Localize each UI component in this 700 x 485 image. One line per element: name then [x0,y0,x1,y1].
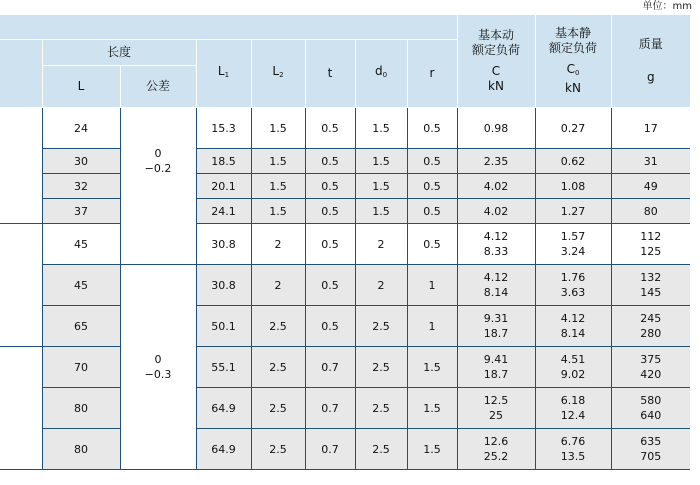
cell-L2: 2.5 [251,347,305,388]
cell-L: 37 [42,199,120,224]
cell-d0: 2.5 [355,347,407,388]
cell-L1: 64.9 [196,388,251,429]
cell-C0: 1.08 [535,174,611,199]
cell-t: 0.7 [305,388,355,429]
cell-d0: 1.5 [355,149,407,174]
cell-L: 32 [42,174,120,199]
cell-L1: 24.1 [196,199,251,224]
cell-r: 0.5 [407,149,457,174]
cell-C0: 6.76 13.5 [535,429,611,470]
header-L1: $L_1$ [196,40,251,108]
cell-L: 24 [42,108,120,149]
header-tolerance: 公差 [120,66,196,108]
cell-g: 112 125 [611,224,690,265]
cell-g: 245 280 [611,306,690,347]
cell-L1: 15.3 [196,108,251,149]
cell-L2: 1.5 [251,108,305,149]
cell-d0: 2 [355,265,407,306]
cell-g: 635 705 [611,429,690,470]
cell-C: 4.12 8.33 [457,224,535,265]
cell-L2: 2.5 [251,388,305,429]
table-row [0,306,690,347]
cell-r: 1.5 [407,347,457,388]
header-t: t [305,40,355,108]
cell-L1: 18.5 [196,149,251,174]
cell-C: 9.41 18.7 [457,347,535,388]
cell-C: 9.31 18.7 [457,306,535,347]
header-static-load: 基本静 额定负荷 $C_0$ kN [535,15,611,108]
cell-L1: 64.9 [196,429,251,470]
cell-r: 0.5 [407,108,457,149]
cell-g: 80 [611,199,690,224]
cell-L: 45 [42,265,120,306]
cell-L1: 55.1 [196,347,251,388]
header-row-top [0,15,690,40]
header-dynamic-load: 基本动 额定负荷 C kN [457,15,535,108]
table-row [0,429,690,470]
header-length: 长度 [42,40,196,66]
cell-g: 375 420 [611,347,690,388]
cell-t: 0.5 [305,265,355,306]
table-row [0,149,690,174]
cell-t: 0.7 [305,429,355,470]
cell-C0: 1.76 3.63 [535,265,611,306]
cell-C: 2.35 [457,149,535,174]
spec-table [0,15,690,470]
header-L2: $L_2$ [251,40,305,108]
cell-L2: 2 [251,224,305,265]
cell-r: 0.5 [407,174,457,199]
cell-d0: 1.5 [355,199,407,224]
cell-L2: 1.5 [251,199,305,224]
table-row [0,224,690,265]
cell-C0: 0.27 [535,108,611,149]
cell-t: 0.5 [305,199,355,224]
cell-C0: 4.12 8.14 [535,306,611,347]
cell-C0: 1.57 3.24 [535,224,611,265]
header-r: r [407,40,457,108]
table-row [0,388,690,429]
tolerance-group: 0 −0.2 [120,108,196,265]
cell-r: 0.5 [407,199,457,224]
cell-r: 1.5 [407,429,457,470]
cell-d0: 1.5 [355,174,407,199]
cell-C: 12.6 25.2 [457,429,535,470]
cell-L1: 30.8 [196,224,251,265]
cell-L2: 1.5 [251,149,305,174]
cell-d0: 2 [355,224,407,265]
cell-L: 65 [42,306,120,347]
cell-L2: 2.5 [251,306,305,347]
header-d0: $d_0$ [355,40,407,108]
cell-r: 1 [407,265,457,306]
cell-g: 132 145 [611,265,690,306]
cell-L: 70 [42,347,120,388]
cell-r: 1.5 [407,388,457,429]
table-row [0,265,690,306]
header-mass: 质量 g [611,15,690,108]
table-row [0,199,690,224]
cell-r: 0.5 [407,224,457,265]
cell-L2: 2 [251,265,305,306]
cell-d0: 2.5 [355,429,407,470]
tolerance-group: 0 −0.3 [120,265,196,470]
cell-d0: 1.5 [355,108,407,149]
cell-t: 0.5 [305,108,355,149]
cell-L1: 50.1 [196,306,251,347]
cell-C: 4.12 8.14 [457,265,535,306]
cell-L2: 2.5 [251,429,305,470]
cell-g: 49 [611,174,690,199]
cell-C: 4.02 [457,174,535,199]
cell-g: 31 [611,149,690,174]
cell-L: 30 [42,149,120,174]
cell-C0: 4.51 9.02 [535,347,611,388]
table-row [0,347,690,388]
cell-t: 0.5 [305,174,355,199]
cell-C: 4.02 [457,199,535,224]
cell-t: 0.7 [305,347,355,388]
cell-L2: 1.5 [251,174,305,199]
table-row [0,108,690,149]
cell-g: 580 640 [611,388,690,429]
cell-d0: 2.5 [355,388,407,429]
cell-L1: 30.8 [196,265,251,306]
cell-L1: 20.1 [196,174,251,199]
unit-note: 单位：mm [642,1,692,12]
cell-C0: 6.18 12.4 [535,388,611,429]
cell-g: 17 [611,108,690,149]
cell-C: 12.5 25 [457,388,535,429]
cell-d0: 2.5 [355,306,407,347]
cell-L: 45 [42,224,120,265]
cell-t: 0.5 [305,224,355,265]
header-L: L [42,66,120,108]
table-row [0,174,690,199]
cell-C: 0.98 [457,108,535,149]
cell-t: 0.5 [305,306,355,347]
cell-C0: 0.62 [535,149,611,174]
cell-t: 0.5 [305,149,355,174]
cell-L: 80 [42,429,120,470]
cell-r: 1 [407,306,457,347]
cell-L: 80 [42,388,120,429]
cell-C0: 1.27 [535,199,611,224]
